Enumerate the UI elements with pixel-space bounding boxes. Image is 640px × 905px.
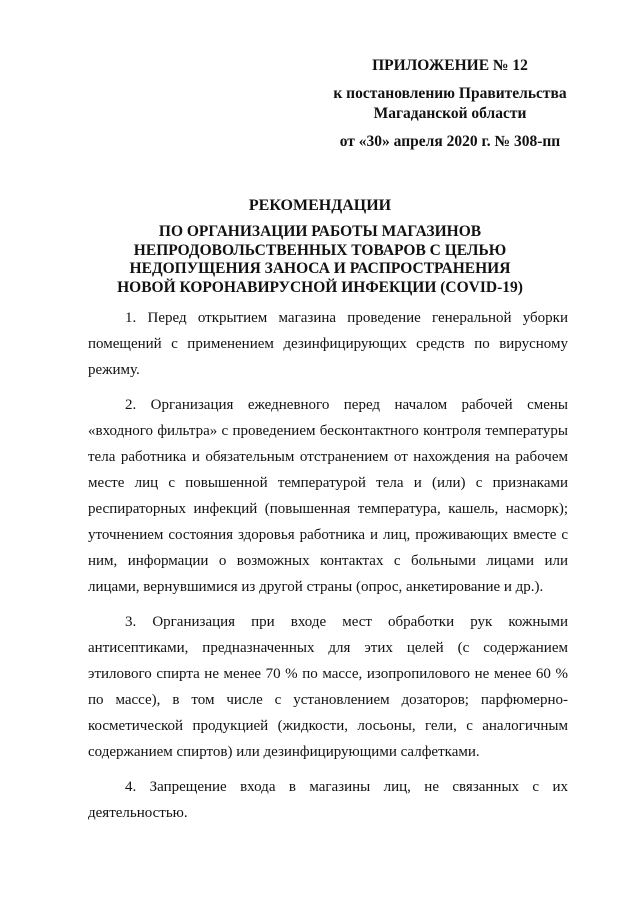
document-title-block: [60, 196, 580, 297]
document-subtitle-line: ПО ОРГАНИЗАЦИИ РАБОТЫ МАГАЗИНОВ: [158, 223, 482, 240]
document-subtitle-line: НЕПРОДОВОЛЬСТВЕННЫХ ТОВАРОВ С ЦЕЛЬЮ: [133, 241, 507, 259]
paragraph-2: 2. Организация ежедневного перед началом рабочей смены «входного фильтра» с проведением бесконтактного контроля температуры тела работника и обязательным отстранением от нахождения на рабочем месте лиц с повышенной температурой тела и (или) с признаками респираторных инфекций (повышенная температура, кашель, насморк); уточнением состояния здоровья работника и лиц, проживающих вместе с ним, информации о возможных контактах с больными лицами или лицами, вернувшимися из другой страны (опрос, анкетирование и др.).: [88, 397, 568, 595]
appendix-header: [300, 56, 600, 152]
appendix-region-line: Магаданской области: [373, 105, 527, 122]
document-title: РЕКОМЕНДАЦИИ: [248, 197, 392, 214]
appendix-number: ПРИЛОЖЕНИЕ № 12: [372, 57, 528, 74]
document-subtitle-line: НЕДОПУЩЕНИЯ ЗАНОСА И РАСПРОСТРАНЕНИЯ: [129, 260, 511, 277]
paragraph-3: 3. Организация при входе мест обработки рук кожными антисептиками, предназначенных для этих целей (с содержанием этилового спирта не менее 70 % по массе, изопропилового не менее 60 % по массе), в том числе с установлением дозаторов; парфюмерно-косметической продукцией (жидкости, лосьоны, гели, с аналогичным содержанием спиртов) или дезинфицирующими салфетками.: [88, 614, 568, 760]
paragraph-1: 1. Перед открытием магазина проведение генеральной уборки помещений с применением дезинфицирующих средств по вирусному режиму.: [88, 310, 568, 378]
appendix-date-line: от «30» апреля 2020 г. № 308-пп: [339, 133, 561, 150]
paragraph-4: 4. Запрещение входа в магазины лиц, не связанных с их деятельностью.: [88, 779, 568, 821]
appendix-resolution-line: к постановлению Правительства: [333, 85, 567, 102]
document-subtitle-line: НОВОЙ КОРОНАВИРУСНОЙ ИНФЕКЦИИ (COVID-19): [117, 278, 523, 296]
recommendations-body: [88, 305, 568, 835]
